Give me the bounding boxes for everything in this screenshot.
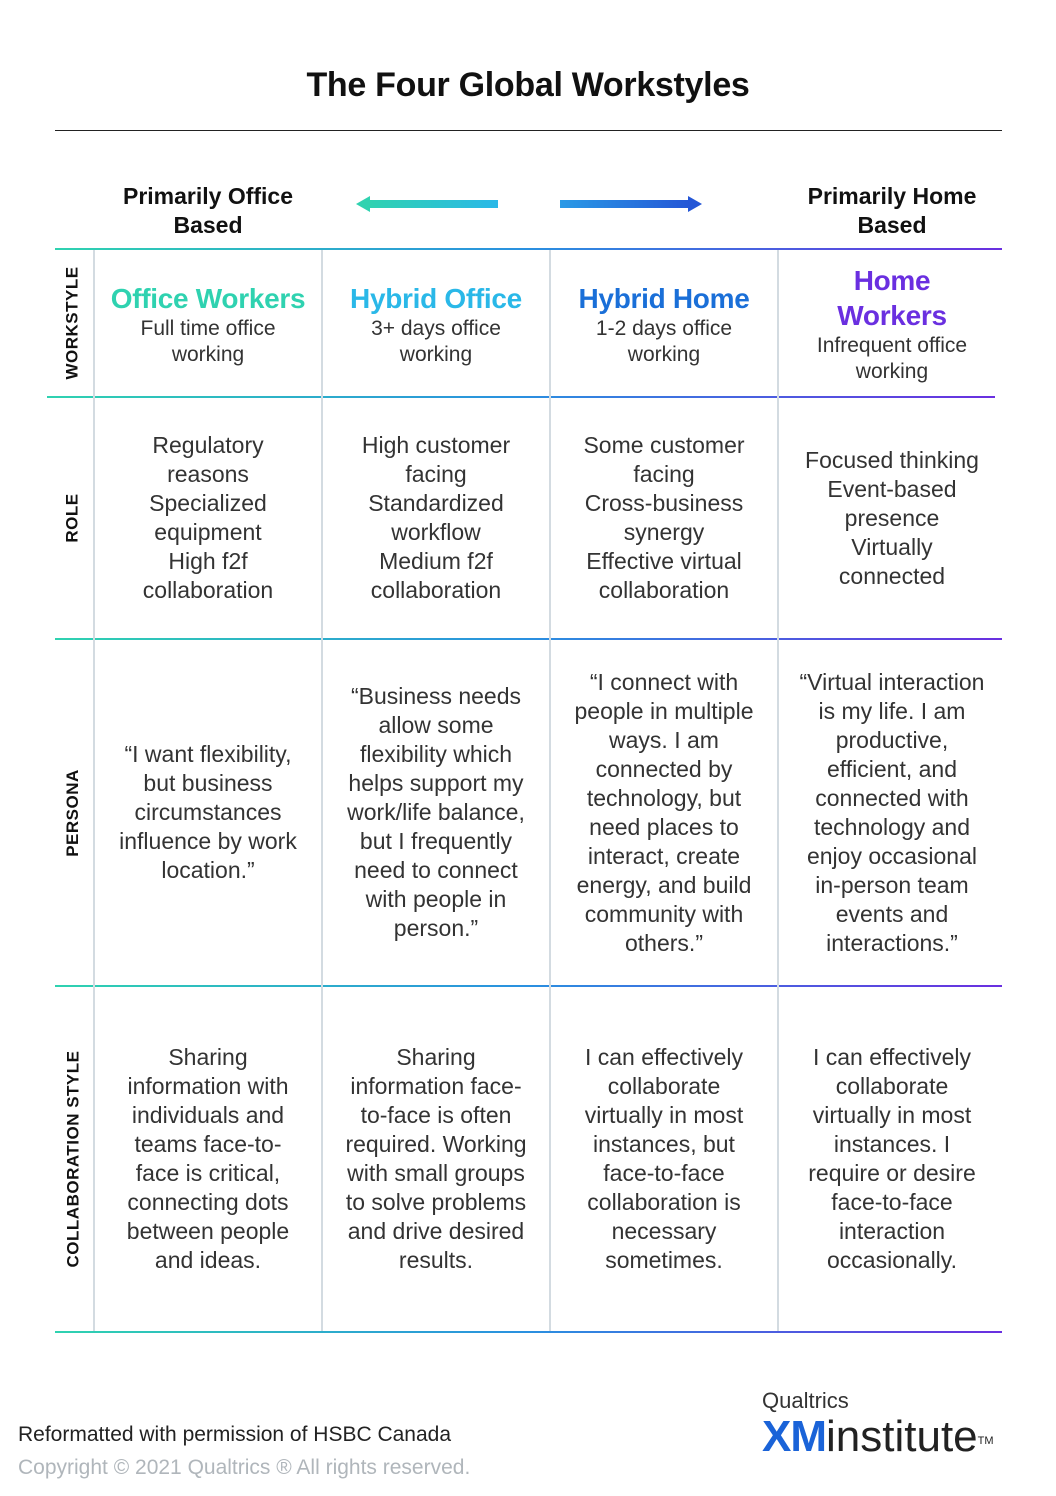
collaboration-cell bbox=[779, 987, 1005, 1331]
row-label-workstyle: WORKSTYLE bbox=[63, 266, 83, 380]
workstyle-name: Hybrid Home bbox=[578, 282, 750, 314]
workstyle-cell-hybrid-office bbox=[323, 252, 549, 396]
row-label-collaboration: COLLABORATION STYLE bbox=[63, 1050, 83, 1268]
primarily-home-label: Primarily Home Based bbox=[807, 183, 977, 238]
workstyle-cell-hybrid-home bbox=[551, 252, 777, 396]
role-cell bbox=[95, 398, 321, 638]
row-label-persona: PERSONA bbox=[63, 768, 83, 857]
collaboration-text: Sharing information face- to-face is often required. Working with small groups to solve problems and drive desired results. bbox=[345, 1044, 527, 1273]
workstyle-desc: Infrequent office working bbox=[816, 334, 968, 383]
title-divider bbox=[55, 130, 1002, 131]
workstyle-cell-office-workers bbox=[95, 252, 321, 396]
workstyle-desc: Full time office working bbox=[140, 316, 276, 366]
workstyle-name: Office Workers bbox=[110, 282, 306, 314]
collaboration-cell bbox=[323, 987, 549, 1331]
persona-cell bbox=[95, 640, 321, 985]
logo-institute-text: institute bbox=[826, 1412, 978, 1461]
workstyle-desc: 3+ days office working bbox=[371, 316, 501, 366]
role-text: High customer facing Standardized workflow Medium f2f collaboration bbox=[361, 432, 511, 603]
collaboration-text: I can effectively collaborate virtually in most instances. I require or desire face-to-face interaction occasionally. bbox=[808, 1044, 976, 1273]
arrow-right-icon bbox=[560, 192, 704, 216]
collaboration-text: Sharing information with individuals and teams face-to- face is critical, connecting dots between people and ideas. bbox=[126, 1044, 290, 1273]
logo-qualtrics-text: Qualtrics bbox=[762, 1388, 849, 1413]
workstyle-cell-home-workers bbox=[779, 252, 1005, 396]
persona-quote: “Business needs allow some flexibility which helps support my work/life balance, but I frequently need to connect with people in person.” bbox=[347, 683, 525, 941]
qualtrics-xm-institute-logo bbox=[762, 1388, 1042, 1468]
persona-quote: “Virtual interaction is my life. I am productive, efficient, and connected with technology and enjoy occasional in-person team events and interactions.” bbox=[799, 668, 985, 956]
primarily-office-label: Primarily Office Based bbox=[122, 183, 294, 238]
row-label-role: ROLE bbox=[63, 493, 83, 543]
collaboration-text: I can effectively collaborate virtually in most instances, but face-to-face collaboration is necessary sometimes. bbox=[584, 1044, 744, 1273]
collaboration-cell bbox=[95, 987, 321, 1331]
role-text: Regulatory reasons Specialized equipment High f2f collaboration bbox=[142, 432, 274, 603]
grid-line-bottom bbox=[55, 1331, 1002, 1333]
workstyle-desc: 1-2 days office working bbox=[595, 316, 733, 366]
persona-cell bbox=[323, 640, 549, 985]
logo-tm-text: TM bbox=[977, 1435, 994, 1447]
role-text: Some customer facing Cross-business synergy Effective virtual collaboration bbox=[583, 432, 745, 603]
arrow-left-icon bbox=[356, 192, 500, 216]
persona-quote: “I connect with people in multiple ways. I am connected by technology, but need places to interact, create energy, and build community with others.” bbox=[574, 668, 754, 956]
collaboration-cell bbox=[551, 987, 777, 1331]
logo-xm-text: XM bbox=[762, 1412, 826, 1461]
persona-cell bbox=[779, 640, 1005, 985]
role-cell bbox=[323, 398, 549, 638]
grid-line-top bbox=[55, 248, 1002, 250]
copyright-text: Copyright © 2021 Qualtrics ® All rights reserved. bbox=[18, 1456, 471, 1479]
persona-quote: “I want flexibility, but business circumstances influence by work location.” bbox=[119, 741, 297, 883]
persona-cell bbox=[551, 640, 777, 985]
workstyle-name: Hybrid Office bbox=[350, 282, 522, 314]
role-text: Focused thinking Event-based presence Virtually connected bbox=[805, 446, 979, 589]
permission-note: Reformatted with permission of HSBC Canada bbox=[18, 1423, 452, 1446]
role-cell bbox=[779, 398, 1005, 638]
role-cell bbox=[551, 398, 777, 638]
workstyle-name: Home Workers bbox=[837, 265, 947, 331]
page-title: The Four Global Workstyles bbox=[306, 66, 750, 104]
